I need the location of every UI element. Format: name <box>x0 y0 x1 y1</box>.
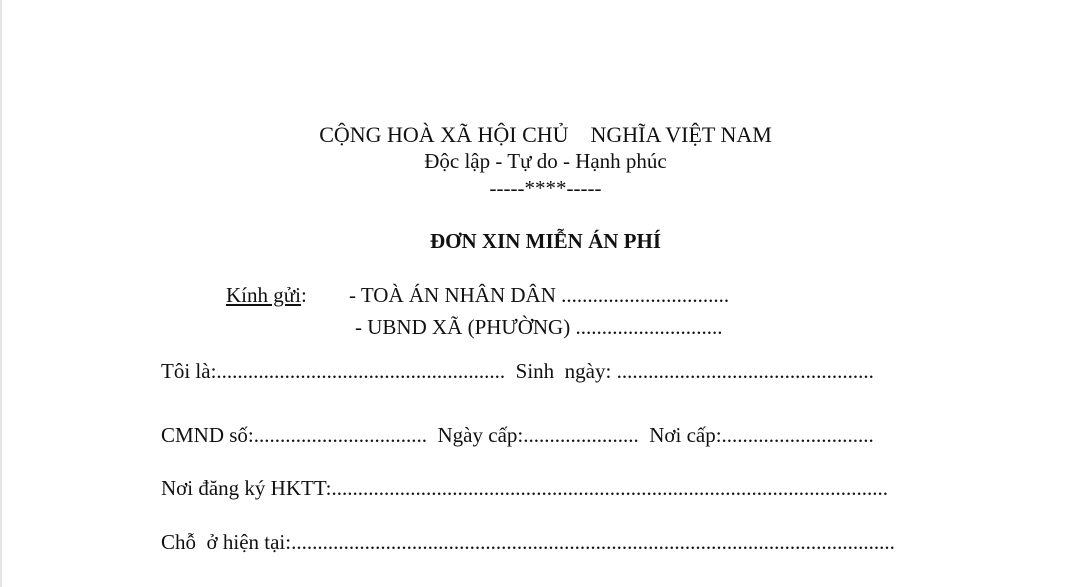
field-registered-residence: Nơi đăng ký HKTT:.......................................................................................................... <box>161 476 888 500</box>
page-left-border <box>0 0 2 587</box>
document-title: ĐƠN XIN MIỄN ÁN PHÍ <box>430 229 661 253</box>
national-motto: Độc lập - Tự do - Hạnh phúc <box>424 149 667 173</box>
field-name-dob: Tôi là:....................................................... Sinh ngày: ................................................. <box>161 359 874 383</box>
addressee-label: Kính gửi <box>226 283 301 307</box>
recipient-court: - TOÀ ÁN NHÂN DÂN ................................ <box>349 283 730 307</box>
field-id-card: CMND số:................................. Ngày cấp:...................... Nơi cấp:............................. <box>161 423 874 447</box>
addressee-colon: : <box>300 283 307 307</box>
field-current-address: Chỗ ở hiện tại:................................................................................................................... <box>161 530 895 554</box>
national-title: CỘNG HOÀ XÃ HỘI CHỦ NGHĨA VIỆT NAM <box>319 122 772 147</box>
header-separator: -----****----- <box>489 176 602 200</box>
addressee-label-group <box>226 285 307 306</box>
recipient-commune: - UBND XÃ (PHƯỜNG) ............................ <box>355 315 723 339</box>
